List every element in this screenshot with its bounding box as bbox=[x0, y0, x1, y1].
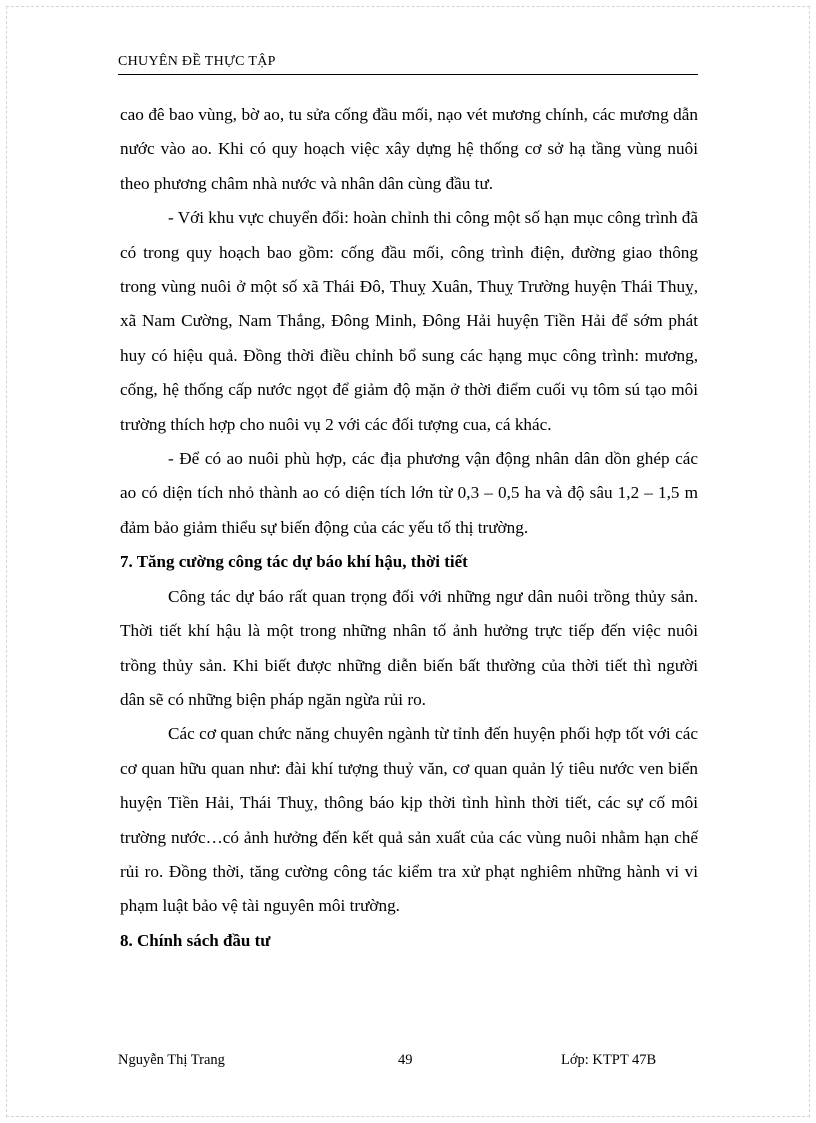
footer-page-number: 49 bbox=[398, 1052, 413, 1068]
paragraph-2: - Với khu vực chuyển đổi: hoàn chỉnh thi công một số hạn mục công trình đã có trong quy hoạch bao gồm: cống đầu mối, công trình điện, đường giao thông trong vùng nuôi ở một số xã Thái Đô, Thuỵ Xuân, Thuỵ Trường huyện Thái Thuỵ, xã Nam Cường, Nam Thắng, Đông Minh, Đông Hải huyện Tiền Hải để sớm phát huy có hiệu quả. Đồng thời điều chỉnh bổ sung các hạng mục công trình: mương, cống, hệ thống cấp nước ngọt để giảm độ mặn ở thời điểm cuối vụ tôm sú tạo môi trường thích hợp cho nuôi vụ 2 với các đối tượng cua, cá khác. bbox=[120, 208, 698, 434]
footer-author: Nguyễn Thị Trang bbox=[118, 1052, 225, 1068]
paragraph-5: Các cơ quan chức năng chuyên ngành từ tỉnh đến huyện phối hợp tốt với các cơ quan hữu quan như: đài khí tượng thuỷ văn, cơ quan quản lý tiêu nước ven biển huyện Tiền Hải, Thái Thuỵ, thông báo kịp thời tình hình thời tiết, các sự cố môi trường nước…có ảnh hưởng đến kết quả sản xuất của các vùng nuôi nhằm hạn chế rủi ro. Đồng thời, tăng cường công tác kiểm tra xử phạt nghiêm những hành vi vi phạm luật bảo vệ tài nguyên môi trường. bbox=[120, 724, 698, 916]
header-title: CHUYÊN ĐỀ THỰC TẬP bbox=[118, 54, 276, 69]
paragraph-3: - Để có ao nuôi phù hợp, các địa phương vận động nhân dân dồn ghép các ao có diện tích nhỏ thành ao có diện tích lớn từ 0,3 – 0,5 ha và độ sâu 1,2 – 1,5 m đảm bảo giảm thiểu sự biến động của các yếu tố thị trường. bbox=[120, 449, 698, 537]
page-header bbox=[118, 52, 698, 75]
document-body bbox=[120, 98, 698, 958]
section-heading-8: 8. Chính sách đầu tư bbox=[120, 930, 271, 950]
section-heading-7: 7. Tăng cường công tác dự báo khí hậu, thời tiết bbox=[120, 552, 468, 572]
page-footer bbox=[0, 1052, 816, 1074]
paragraph-4: Công tác dự báo rất quan trọng đối với những ngư dân nuôi trồng thủy sản. Thời tiết khí hậu là một trong những nhân tố ảnh hưởng trực tiếp đến việc nuôi trồng thủy sản. Khi biết được những diễn biến bất thường của thời tiết thì người dân sẽ có những biện pháp ngăn ngừa rủi ro. bbox=[120, 586, 698, 709]
footer-class-label: Lớp: KTPT 47B bbox=[561, 1052, 657, 1068]
paragraph-1: cao đê bao vùng, bờ ao, tu sửa cống đầu mối, nạo vét mương chính, các mương dẫn nước vào ao. Khi có quy hoạch việc xây dựng hệ thống cơ sở hạ tầng vùng nuôi theo phương châm nhà nước và nhân dân cùng đầu tư. bbox=[120, 105, 698, 193]
